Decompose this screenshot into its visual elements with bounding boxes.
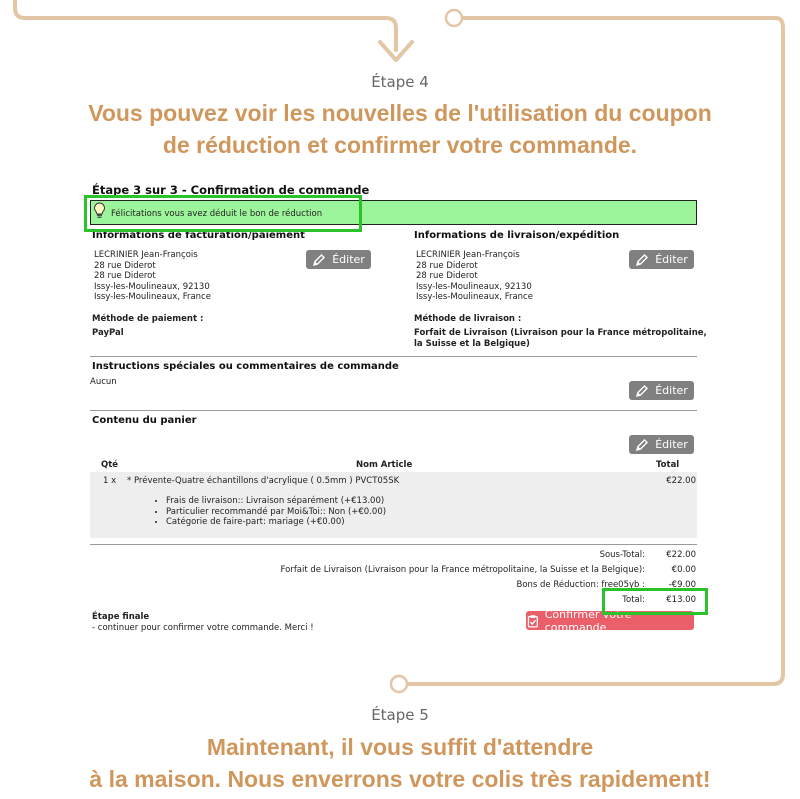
pencil-icon xyxy=(635,438,649,452)
shipping-line: 28 rue Diderot xyxy=(416,271,478,281)
shipping-line: Issy-les-Moulineaux, 92130 xyxy=(416,281,532,292)
shipping-method-heading: Méthode de livraison : xyxy=(414,314,522,324)
step-5-headline-line1: Maintenant, il vous suffit d'attendre xyxy=(206,734,594,760)
column-qty: Qté xyxy=(101,460,119,470)
instructions-value: Aucun xyxy=(90,377,117,387)
step-marker xyxy=(391,676,407,692)
shipping-line: LECRINIER Jean-François xyxy=(416,250,520,260)
edit-shipping-label: Éditer xyxy=(655,253,688,266)
highlight-frame xyxy=(602,588,708,615)
shipping-cost-label: Forfait de Livraison (Livraison pour la France métropolitaine, la Suisse et la Belgique): xyxy=(280,565,645,575)
item-options xyxy=(152,496,386,528)
total-label: Total: xyxy=(622,595,645,605)
shipping-cost-row xyxy=(150,565,645,576)
item-option: • Particulier recommandé par Moi&Toi:: Non (+€0.00) xyxy=(166,507,386,518)
shipping-method-line1: Forfait de Livraison (Livraison pour la France métropolitaine, xyxy=(414,328,707,338)
final-step-heading: Étape finale xyxy=(92,612,150,622)
edit-shipping-button[interactable] xyxy=(629,250,694,269)
edit-instructions-button[interactable] xyxy=(629,381,694,400)
billing-line: 28 rue Diderot xyxy=(94,271,156,281)
item-total-value: €22.00 xyxy=(666,476,696,486)
divider xyxy=(90,356,697,357)
item-name: * Prévente-Quatre échantillons d'acrylique ( 0.5mm ) PVCT05SK xyxy=(127,476,400,486)
pencil-icon xyxy=(312,253,326,267)
step-5-headline xyxy=(0,731,800,795)
item-option: • Frais de livraison:: Livraison séparément (+€13.00) xyxy=(166,496,386,507)
success-message: Félicitations vous avez déduit le bon de réduction xyxy=(111,209,323,219)
pencil-icon xyxy=(635,253,649,267)
billing-line: Issy-les-Moulineaux, France xyxy=(94,292,211,302)
shipping-cost-amount xyxy=(645,565,696,576)
checkout-title: Étape 3 sur 3 - Confirmation de commande xyxy=(92,183,370,197)
shipping-address xyxy=(416,250,533,303)
payment-method-value: PayPal xyxy=(92,328,124,338)
discount-label: Bons de Réduction: free05yb : xyxy=(516,580,645,590)
shipping-method-line2: la Suisse et la Belgique) xyxy=(414,338,530,349)
clipboard-check-icon xyxy=(526,614,540,628)
confirm-order-label: Confirmer votre commande xyxy=(544,607,632,634)
shipping-heading: Informations de livraison/expédition xyxy=(414,230,620,241)
item-option: • Catégorie de faire-part: mariage (+€0.00) xyxy=(166,517,386,528)
step-5-label: Étape 5 xyxy=(371,706,429,724)
subtotal-amount xyxy=(645,550,696,561)
step-4-label: Étape 4 xyxy=(371,73,429,91)
edit-instructions-label: Éditer xyxy=(655,384,688,397)
divider xyxy=(90,410,697,411)
shipping-cost-value: €0.00 xyxy=(671,565,696,575)
column-total: Total xyxy=(656,460,680,470)
subtotal-value: €22.00 xyxy=(666,550,696,560)
subtotal-label: Sous-Total: xyxy=(599,550,645,560)
payment-method-heading: Méthode de paiement : xyxy=(92,314,204,324)
billing-heading: Informations de facturation/paiement xyxy=(92,230,305,241)
instructions-heading: Instructions spéciales ou commentaires de commande xyxy=(92,361,399,372)
step-4-headline xyxy=(0,97,800,161)
billing-line: Issy-les-Moulineaux, 92130 xyxy=(94,281,210,292)
highlight-frame xyxy=(84,195,362,232)
billing-line: LECRINIER Jean-François xyxy=(94,250,198,260)
billing-line: 28 rue Diderot xyxy=(94,260,156,271)
discount-value: -€9.00 xyxy=(668,580,696,590)
item-qty: 1 x xyxy=(103,476,117,486)
edit-billing-label: Éditer xyxy=(332,253,365,266)
total-value: €13.00 xyxy=(666,595,696,605)
pencil-icon xyxy=(635,384,649,398)
subtotal-row xyxy=(150,550,645,561)
column-name: Nom Article xyxy=(356,460,413,470)
discount-row xyxy=(150,580,645,591)
item-total xyxy=(640,476,696,487)
shipping-method-value xyxy=(414,328,707,349)
shipping-line: 28 rue Diderot xyxy=(416,260,478,271)
cart-heading: Contenu du panier xyxy=(92,415,197,426)
shipping-line: Issy-les-Moulineaux, France xyxy=(416,292,533,302)
billing-address xyxy=(94,250,211,303)
edit-cart-button[interactable] xyxy=(629,435,694,454)
divider xyxy=(90,544,697,545)
edit-cart-label: Éditer xyxy=(655,438,688,451)
step-4-headline-line2: de réduction et confirmer votre commande. xyxy=(162,132,638,158)
edit-billing-button[interactable] xyxy=(306,250,371,269)
step-4-headline-line1: Vous pouvez voir les nouvelles de l'utilisation du coupon xyxy=(88,100,712,126)
final-step-text: - continuer pour confirmer votre commande. Merci ! xyxy=(92,623,314,633)
step-marker xyxy=(446,10,462,26)
step-5-headline-line2: à la maison. Nous enverrons votre colis très rapidement! xyxy=(89,766,711,792)
